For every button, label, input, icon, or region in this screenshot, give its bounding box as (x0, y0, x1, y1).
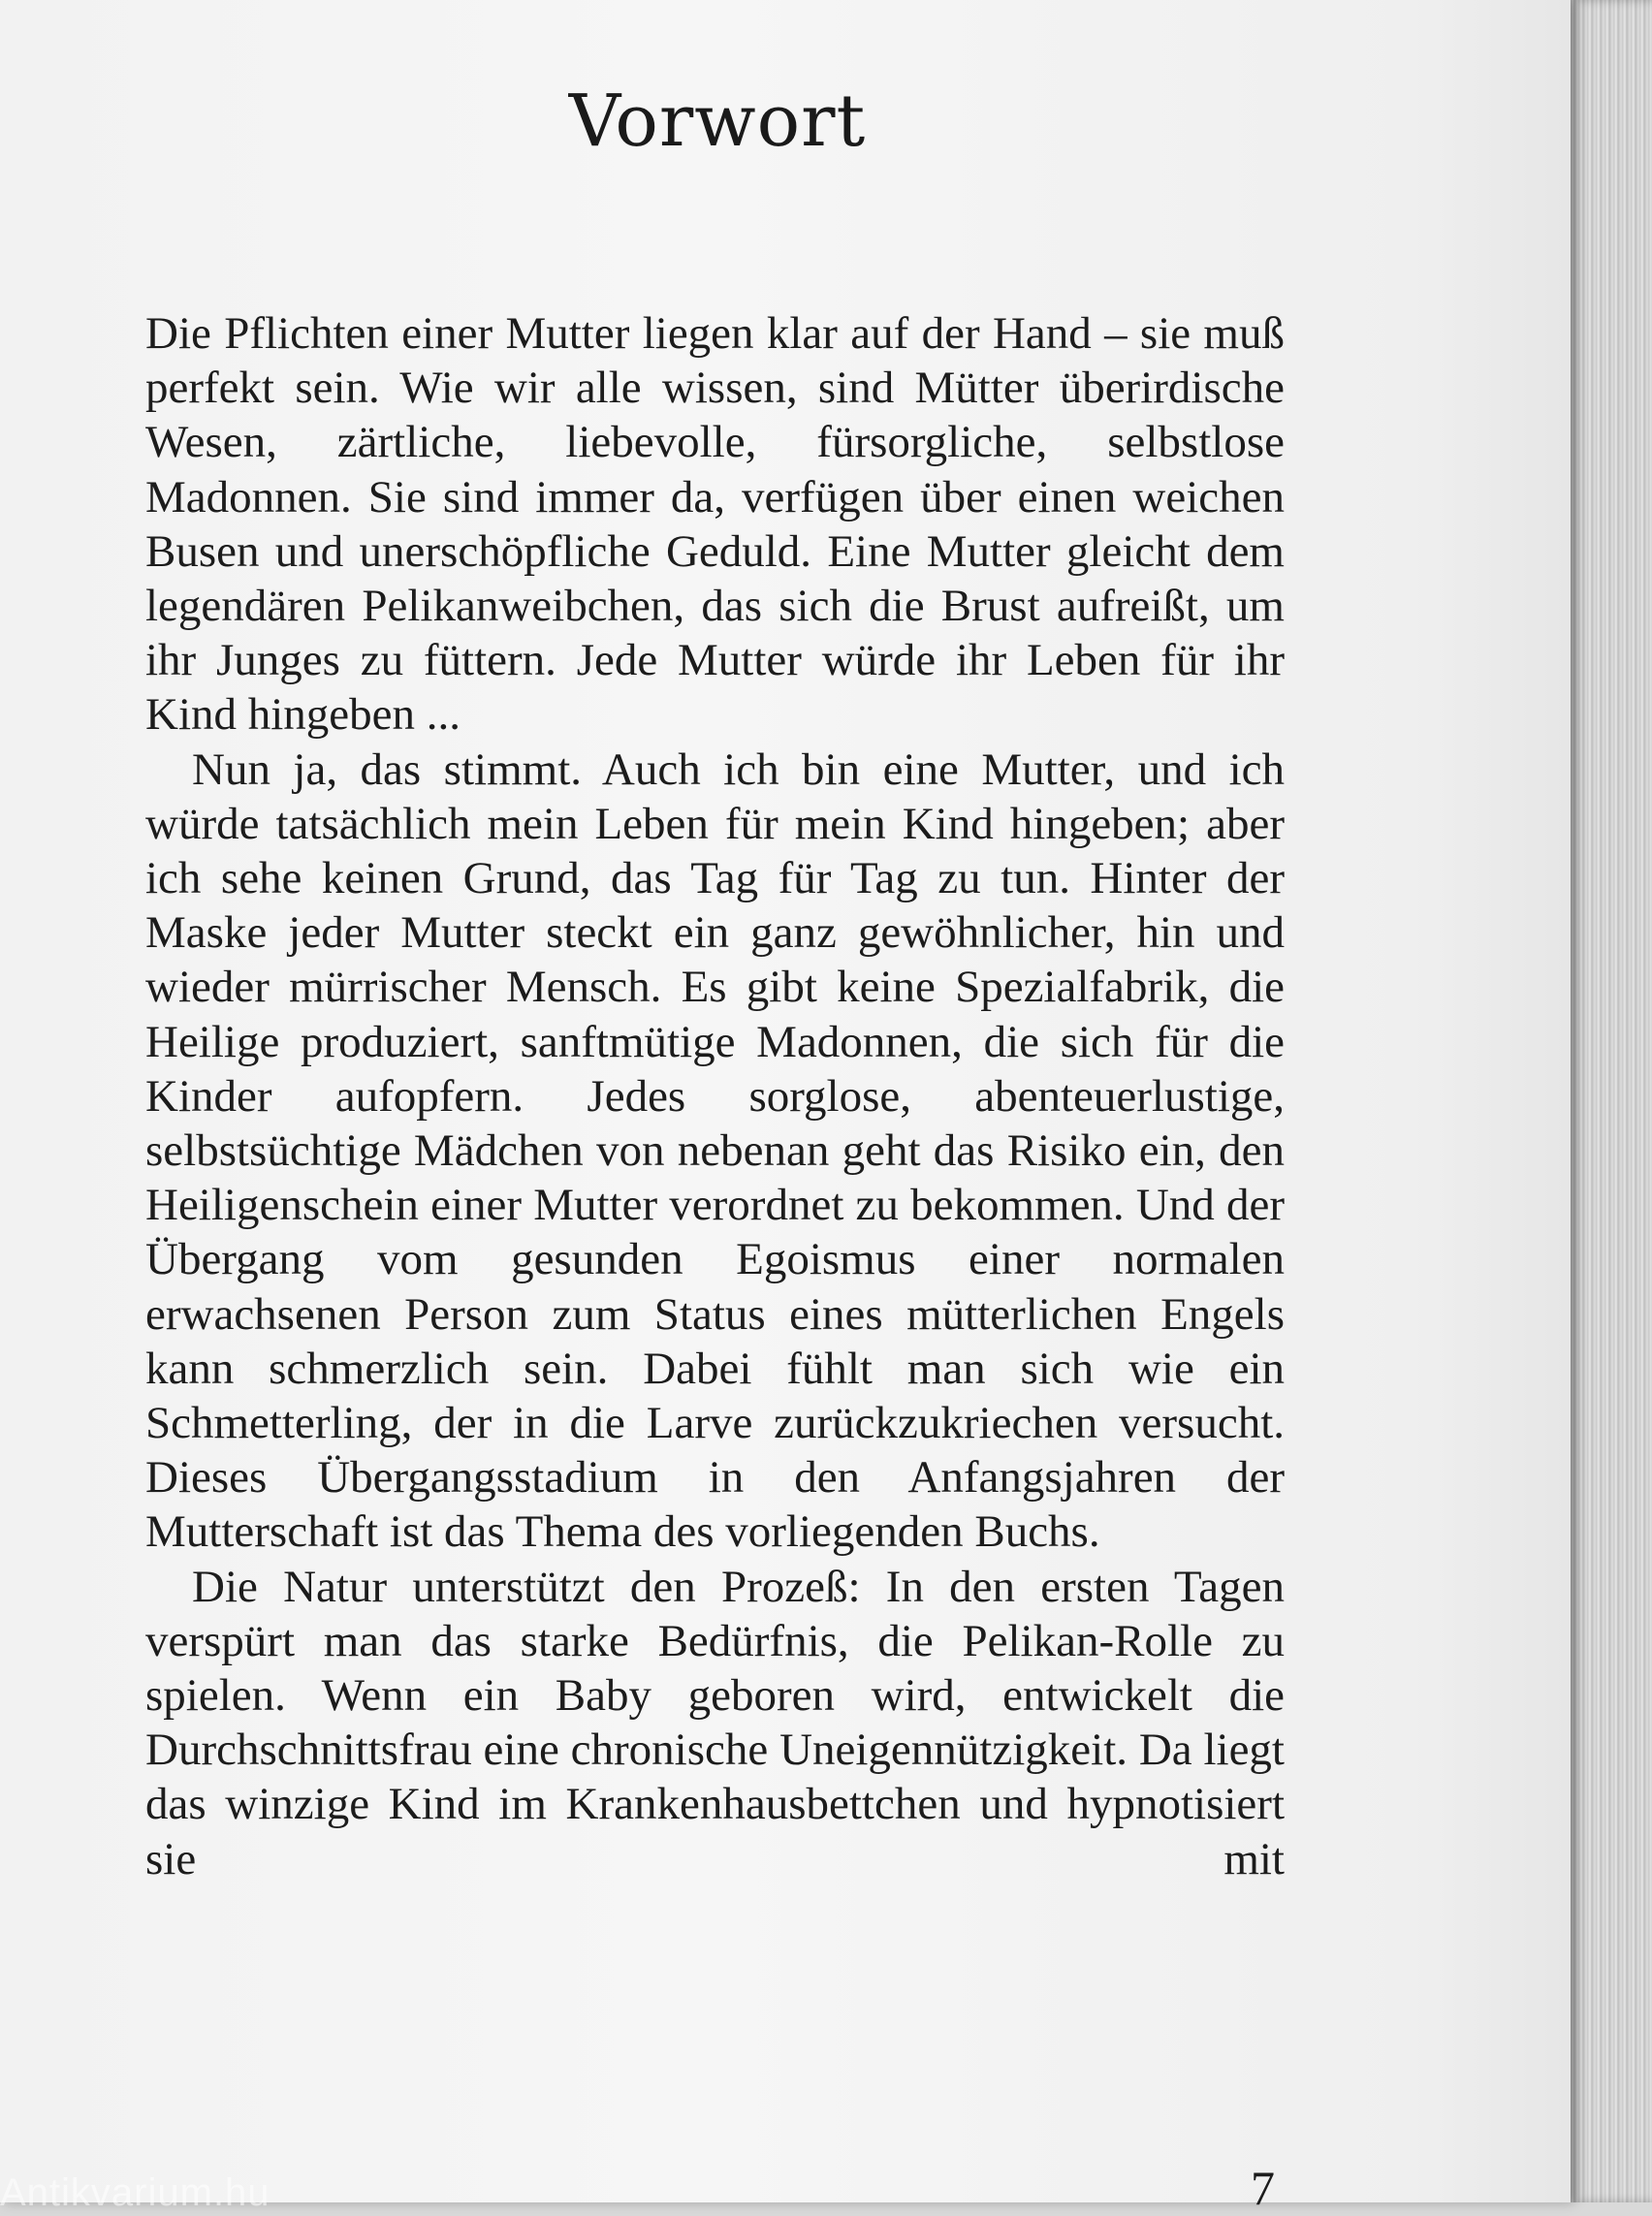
page-number: 7 (1251, 2161, 1275, 2215)
watermark: Antikvarium.hu (0, 2171, 270, 2214)
paragraph-1: Die Pflichten einer Mutter liegen klar auf der Hand – sie muß perfekt sein. Wie wir alle wissen, sind Mütter überirdische Wesen, zärtliche, liebevolle, fürsorgliche, selbstlose Madonnen. Sie sind immer da, verfügen über einen weichen Busen und unerschöpfliche Geduld. Eine Mutter gleicht dem legendären Pelikanweibchen, das sich die Brust aufreißt, um ihr Junges zu füttern. Jede Mutter würde ihr Leben für ihr Kind hingeben ... (145, 308, 1285, 741)
paragraph-2: Nun ja, das stimmt. Auch ich bin eine Mutter, und ich würde tatsächlich mein Leben für mein Kind hingeben; aber ich sehe keinen Grund, das Tag für Tag zu tun. Hinter der Maske jeder Mutter steckt ein ganz gewöhnlicher, hin und wieder mürrischer Mensch. Es gibt keine Spezialfabrik, die Heilige produziert, sanftmütige Madonnen, die sich für die Kinder aufopfern. Jedes sorglose, abenteuerlustige, selbstsüchtige Mädchen von nebenan geht das Risiko ein, den Heiligenschein einer Mutter verordnet zu bekommen. Und der Übergang vom gesunden Egoismus einer normalen erwachsenen Person zum Status eines mütterlichen Engels kann schmerzlich sein. Dabei fühlt man sich wie ein Schmetterling, der in die Larve zurückzukriechen versucht. Dieses Übergangsstadium in den Anfangsjahren der Mutterschaft ist das Thema des vorliegenden Buchs. (145, 744, 1285, 1558)
book-edge (1571, 0, 1652, 2202)
page-title: Vorwort (568, 79, 867, 163)
body-text (145, 306, 1285, 1886)
paragraph-3: Die Natur unterstützt den Prozeß: In den ersten Tagen verspürt man das starke Bedürfnis, die Pelikan-Rolle zu spielen. Wenn ein Baby geboren wird, entwickelt die Durchschnittsfrau eine chronische Uneigennützigkeit. Da liegt das winzige Kind im Krankenhausbettchen und hypnotisiert sie mit (145, 1561, 1285, 1884)
